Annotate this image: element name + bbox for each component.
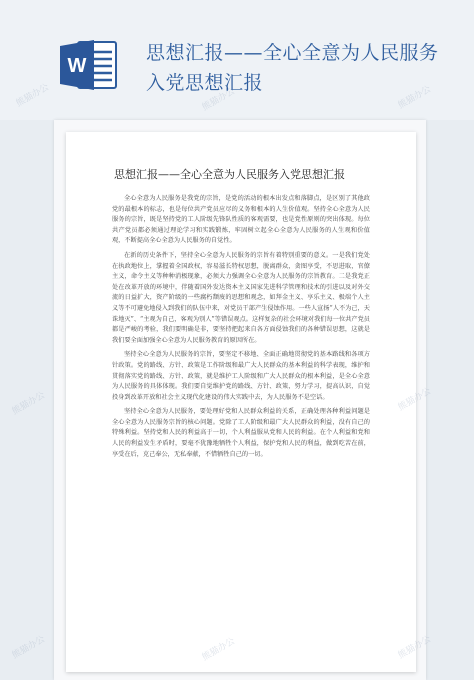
watermark-text: 熊猫办公 [396,386,433,414]
document-page [66,132,416,672]
paragraph: 全心全意为人民服务是我党的宗旨，是党的活动的根本出发点和落脚点，是区别了其他政党的最根本的标志，也是每位共产党员应尽的义务和根本的人生价值观。坚持全心全意为人民服务的宗旨，既是坚持党的工人阶级先锋队性质的客观需要，也是党性原则的突出体现。每位共产党员都必须通过理论学习和实践锻炼，牢固树立起全心全意为人民服务的人生观和价值观，不断提高全心全意为人民服务的自觉性。 [112,195,370,245]
watermark-text: 熊猫办公 [200,636,237,664]
watermark-text: 熊猫办公 [396,84,433,112]
svg-text:W: W [67,55,87,77]
watermark-text: 熊猫办公 [396,634,433,662]
document-title: 思想汇报——全心全意为人民服务入党思想汇报 [114,168,345,181]
page-title: 思想汇报——全心全意为人民服务入党思想汇报 [146,42,439,94]
watermark-text: 熊猫办公 [10,390,47,418]
paragraph: 坚持全心全意为人民服务，要处理好党和人民群众利益的关系，正确处理各种利益问题是全心全意为人民服务宗旨的核心问题。党除了工人阶级和最广大人民群众的利益，没有自己的特殊利益。坚持党和人民的利益高于一切，个人利益服从党和人民的利益。在个人利益和党和人民的利益发生矛盾时，要毫不犹豫地牺牲个人利益，保护党和人民的利益，做到吃苦在前，享受在后，克己奉公，无私奉献，不惜牺牲自己的一切。 [112,408,370,458]
watermark-text: 熊猫办公 [14,82,51,110]
watermark-text: 熊猫办公 [200,86,237,114]
paragraph: 坚持全心全意为人民服务的宗旨，要坚定不移地、全面正确地贯彻党的基本路线和各项方针政策。党的路线、方针、政策是工作阶级和最广大人民群众的基本利益的科学表现，维护和贯彻落实党的路线、方针、政策，就是维护工人阶级和广大人民群众的根本利益，是全心全意为人民服务的具体体现。我们要自觉维护党的路线、方针、政策，努力学习，提高认识，自觉投身到改革开放和社会主义现代化建设的伟大实践中去，为人民服务不是空话。 [112,351,370,401]
paragraph: 在新的历史条件下，坚持全心全意为人民服务的宗旨有着特别重要的意义。一是我们党处在执政地位上，掌握着全国政权，容易滋长特权思想，脱离群众，贪图享受，不思进取，官僚主义，命令主义等种种消极现象，必须大力强调全心全意为人民服务的宗旨教育。二是我党正处在改革开放的环境中，伴随着国外发达资本主义国家先进科学管理和技术的引进以及对外交流的日益扩大，资产阶级的一些腐朽颓废的思想和观念，如拜金主义、享乐主义、极端个人主义等不可避免地侵入到我们的队伍中来，对党员干部产生侵蚀作用。一些人宣扬“人不为己，天诛地灭”、“主观为自己，客观为别人”等错误观点。这样复杂的社会环境对我们每一位共产党员都是严峻的考验，我们要明确是非，要坚持把起来自各方面侵蚀我们的各种错误思想，这就是我们要全面加强全心全意为人民服务教育的原因所在。 [112,251,370,344]
document-body [112,194,370,464]
watermark-text: 熊猫办公 [10,634,47,662]
header-banner [0,0,474,120]
word-icon [60,38,118,92]
